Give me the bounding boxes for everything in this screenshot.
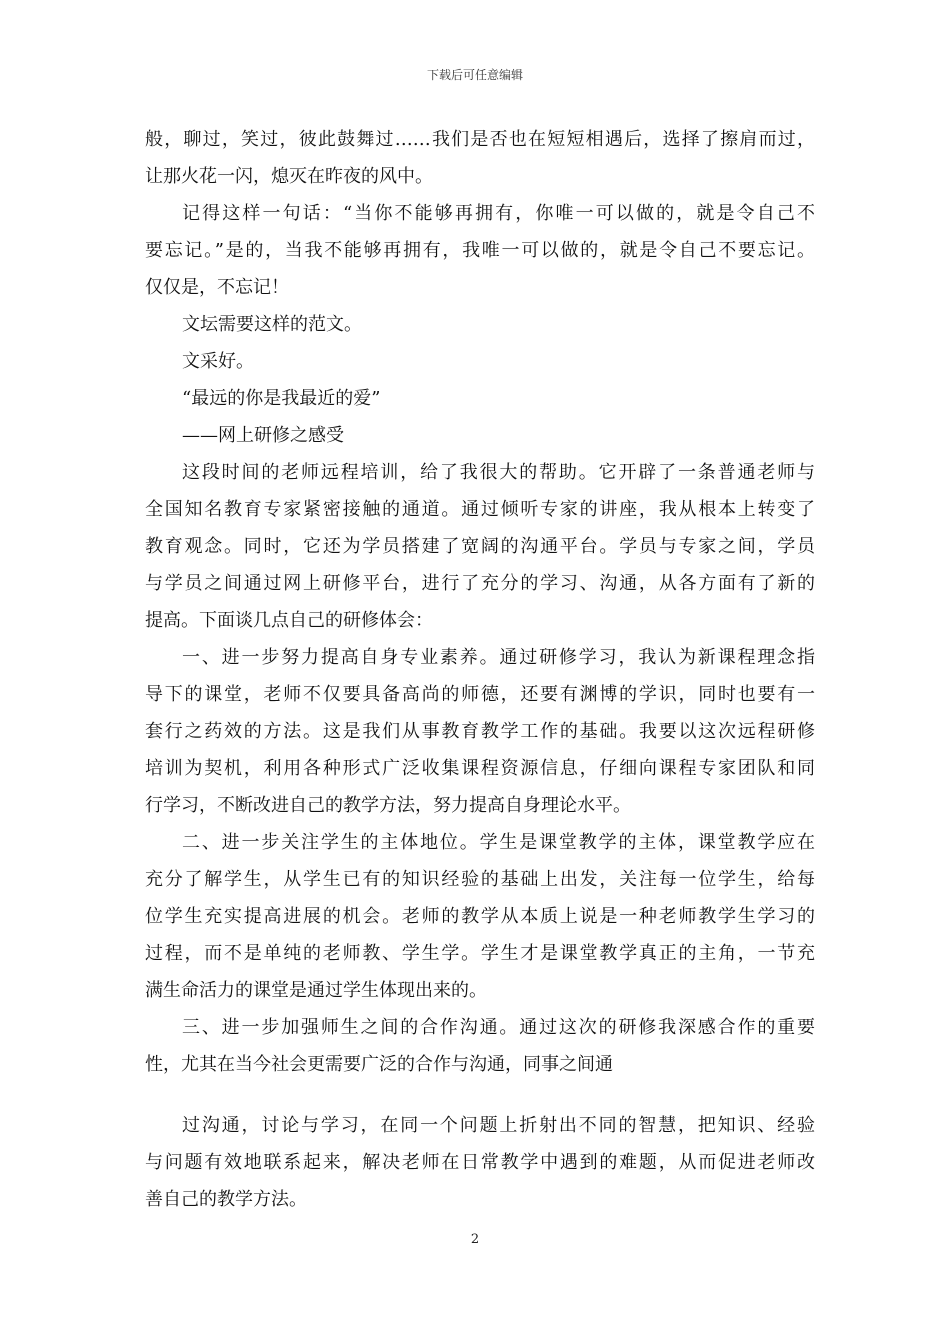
text-line: 位学生充实提高进展的机会。老师的教学从本质上说是一种老师教学生学习的 [145,906,815,927]
text-line: 这段时间的老师远程培训，给了我很大的帮助。它开辟了一条普通老师与 [182,462,815,483]
text-line: 般，聊过，笑过，彼此鼓舞过……我们是否也在短短相遇后，选择了擦肩而过， [145,129,815,150]
text-line: 过程，而不是单纯的老师教、学生学。学生才是课堂教学真正的主角，一节充 [145,943,815,964]
text-line: 行学习，不断改进自己的教学方法，努力提高自身理论水平。 [145,795,631,816]
text-line: 二、进一步关注学生的主体地位。学生是课堂教学的主体，课堂教学应在 [182,832,815,853]
subtitle: ——网上研修之感受 [182,425,344,446]
paragraph-gap [145,1083,815,1107]
body-text [145,121,815,1218]
text-line: 要忘记。”是的，当我不能够再拥有，我唯一可以做的，就是令自己不要忘记。 [145,240,815,261]
text-line: 提高。下面谈几点自己的研修体会： [145,610,433,631]
text-line: 一、进一步努力提高自身专业素养。通过研修学习，我认为新课程理念指 [182,647,815,668]
text-line: 文坛需要这样的范文。 [182,314,362,335]
text-line: 充分了解学生，从学生已有的知识经验的基础上出发，关注每一位学生，给每 [145,869,815,890]
text-line: 满生命活力的课堂是通过学生体现出来的。 [145,980,487,1001]
text-line: 与学员之间通过网上研修平台，进行了充分的学习、沟通，从各方面有了新的 [145,573,815,594]
text-line: 与问题有效地联系起来，解决老师在日常教学中遇到的难题，从而促进老师改 [145,1152,815,1173]
text-line: 全国知名教育专家紧密接触的通道。通过倾听专家的讲座，我从根本上转变了 [145,499,815,520]
text-line: 善自己的教学方法。 [145,1189,307,1210]
text-line: 过沟通，讨论与学习，在同一个问题上折射出不同的智慧，把知识、经验 [182,1115,815,1136]
quote-title: “最远的你是我最近的爱” [182,388,381,409]
text-line: 文采好。 [182,351,254,372]
text-line: 导下的课堂，老师不仅要具备高尚的师德，还要有渊博的学识，同时也要有一 [145,684,815,705]
text-line: 仅仅是，不忘记！ [145,277,289,298]
text-line: 性，尤其在当今社会更需要广泛的合作与沟通，同事之间通 [145,1054,613,1075]
text-line: 让那火花一闪，熄灭在昨夜的风中。 [145,166,433,187]
text-line: 教育观念。同时，它还为学员搭建了宽阔的沟通平台。学员与专家之间，学员 [145,536,815,557]
page-header: 下载后可任意编辑 [426,68,523,82]
text-line: 三、进一步加强师生之间的合作沟通。通过这次的研修我深感合作的重要 [182,1017,815,1038]
page-number: 2 [470,1232,480,1247]
text-line: 套行之药效的方法。这是我们从事教育教学工作的基础。我要以这次远程研修 [145,721,815,742]
text-line: 记得这样一句话：“当你不能够再拥有，你唯一可以做的，就是令自己不 [182,203,815,224]
text-line: 培训为契机，利用各种形式广泛收集课程资源信息，仔细向课程专家团队和同 [145,758,815,779]
